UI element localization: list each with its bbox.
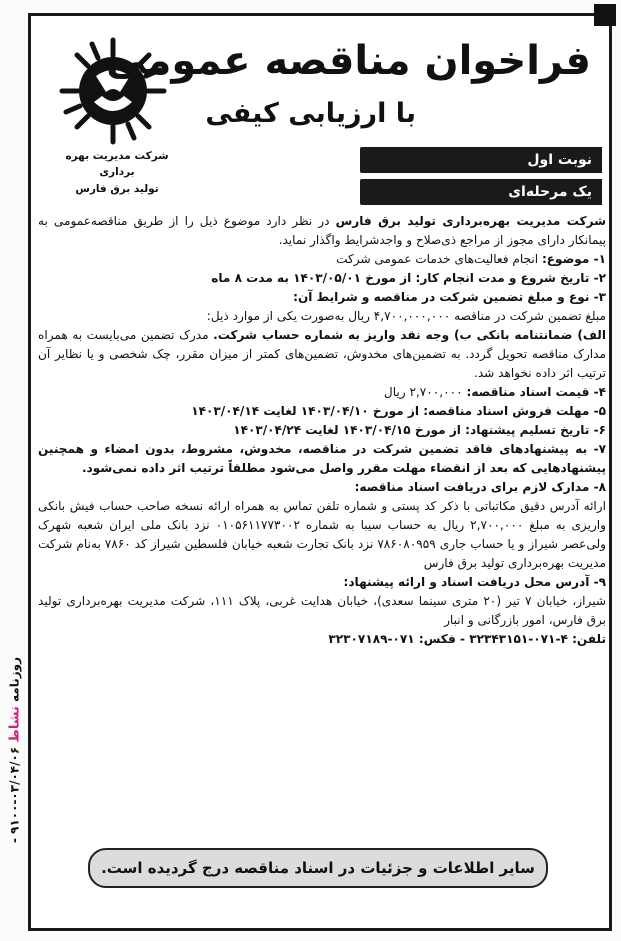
side-code: ۰۳/۰۴/۰۶-۹۱۰۰ - <box>7 746 22 844</box>
item-start-value: از مورخ ۱۴۰۳/۰۵/۰۱ به مدت ۸ ماه <box>211 270 416 285</box>
item-submit-value: از مورخ ۱۴۰۳/۰۴/۱۵ لغایت ۱۴۰۳/۰۴/۲۴ <box>233 422 466 437</box>
company-caption-line2: تولید برق فارس <box>75 182 159 195</box>
item-price-label: ۴- قیمت اسناد مناقصه: <box>466 384 606 399</box>
item-guarantee-details <box>38 326 606 383</box>
item-price <box>38 383 606 402</box>
intro-lead: شرکت مدیریت بهره‌برداری تولید برق فارس <box>335 214 606 228</box>
intro-paragraph <box>38 212 606 250</box>
notice-title: فراخوان مناقصه عمومی <box>106 38 591 84</box>
stage-badge: یک مرحله‌ای <box>360 179 602 205</box>
item-submit-label: ۶- تاریخ تسلیم پیشنهاد: <box>465 422 606 437</box>
item-address-value: شیراز، خیابان ۷ تیر (۲۰ متری سینما سعدی)، خیابان هدایت غربی، پلاک ۱۱۱، شرکت مدیریت بهره‌برداری تولید برق فارس، امور بازرگانی و انبار <box>38 593 606 627</box>
item-note7: ۷- به پیشنهادهای فاقد تضمین شرکت در مناقصه، مخدوش، مشروط، بدون امضاء و همچنین پیشنهادهایی که بعد از انقضاء مهلت مقرر واصل می‌شود مطلقاً ترتیب اثر داده نمی‌شود. <box>38 441 606 475</box>
side-brand: نشاط <box>7 706 23 743</box>
item-sale-label: ۵- مهلت فروش اسناد مناقصه: <box>423 403 606 418</box>
item-guarantee-amount: مبلغ تضمین شرکت در مناقصه ۴,۷۰۰,۰۰۰,۰۰۰ ریال به‌صورت یکی از موارد ذیل: <box>206 308 606 323</box>
item-subject-label: ۱- موضوع: <box>541 251 606 266</box>
item-guarantee-label: ۳- نوع و مبلغ تضمین شرکت در مناقصه و شرایط آن: <box>293 289 606 304</box>
side-strip <box>4 600 26 900</box>
intro-rest: در نظر دارد موضوع ذیل را از طریق مناقصه‌عمومی به پیمانکار دارای مجوز از مراجع ذی‌صلاح و واجدشرایط واگذار نماید. <box>38 214 606 247</box>
item-start <box>38 269 606 288</box>
side-paper: روزنامه <box>7 656 22 702</box>
item-guarantee-type: الف) ضمانتنامه بانکی ب) وجه نقد واریز به شماره حساب شرکت. <box>213 327 606 342</box>
side-text <box>8 657 23 843</box>
company-caption <box>52 148 182 197</box>
company-caption-line1: شرکت مدیریت بهره برداری <box>65 150 169 179</box>
notice-subtitle: با ارزیابی کیفی <box>205 98 416 129</box>
item-price-value: ۲,۷۰۰,۰۰۰ ریال <box>383 384 467 399</box>
item-sale <box>38 402 606 421</box>
item-subject <box>38 250 606 269</box>
round-badge: نوبت اول <box>360 147 602 173</box>
item-submit <box>38 421 606 440</box>
item-start-label: ۲- تاریخ شروع و مدت انجام کار: <box>415 270 606 285</box>
item-phone: تلفن: ۴-۰۷۱-۳۲۳۴۳۱۵۱ - فکس: ۰۷۱-۳۲۳۰۷۱۸۹ <box>328 631 606 646</box>
item-subject-value: انجام فعالیت‌های خدمات عمومی شرکت <box>336 251 542 266</box>
item-sale-value: از مورخ ۱۴۰۳/۰۴/۱۰ لغایت ۱۴۰۳/۰۴/۱۴ <box>191 403 424 418</box>
item-guarantee-note: مدرک تضمین می‌بایست به همراه مدارک مناقصه تحویل گردد. به تضمین‌های مخدوش، تضمین‌های کمتر از میزان مقرر، چک شخصی و یا نظایر آن ترتیب اثر داده نخواهد شد. <box>38 327 606 380</box>
notice-body <box>38 212 606 649</box>
item-docs-label: ۸- مدارک لازم برای دریافت اسناد مناقصه: <box>354 479 606 494</box>
corner-mark <box>594 4 616 26</box>
item-address-label: ۹- آدرس محل دریافت اسناد و ارائه پیشنهاد: <box>343 574 606 589</box>
item-docs-value: ارائه آدرس دقیق مکاتباتی با ذکر کد پستی و شماره تلفن تماس به همراه ارائه نسخه صاحب حساب فیش بانکی واریزی به مبلغ ۲,۷۰۰,۰۰۰ ریال به حساب سیبا به شماره ۰۱۰۵۶۱۱۷۷۳۰۰۲ نزد بانک ملی ایران شعبه شهرک ولی‌عصر شیراز و یا حساب جاری ۷۸۶۰۸۰۹۵۹ نزد بانک تجارت شعبه خیابان فلسطین شیراز کد ۷۸۶۰ به‌نام شرکت مدیریت بهره‌برداری تولید برق فارس <box>38 498 606 570</box>
footer-banner: سایر اطلاعات و جزئیات در اسناد مناقصه درج گردیده است. <box>88 848 548 888</box>
